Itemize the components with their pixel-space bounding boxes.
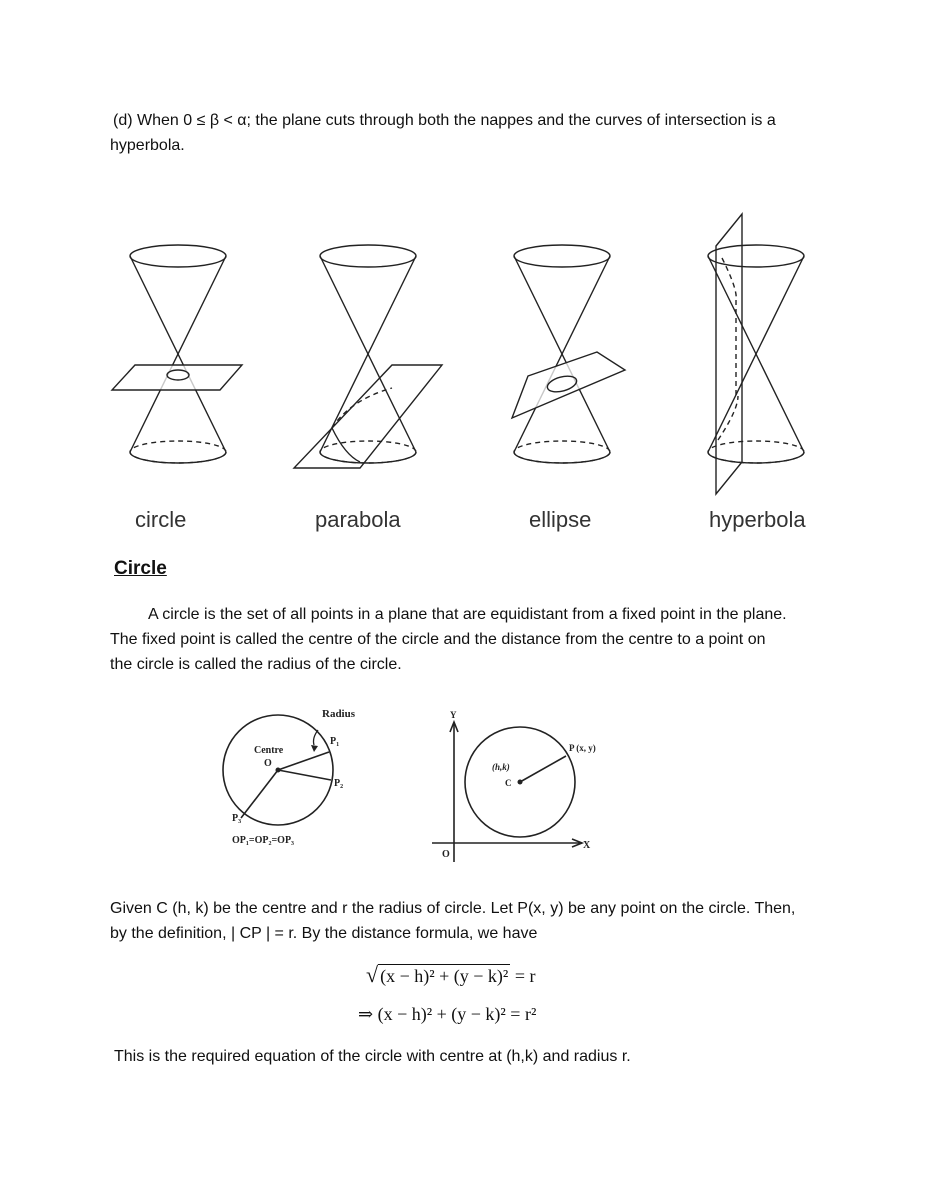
conic-label-parabola: parabola (315, 507, 401, 532)
p3-label: $P_3$ (232, 813, 242, 825)
conic-label-ellipse: ellipse (529, 507, 592, 532)
cone-ellipse (512, 245, 625, 463)
sqrt-symbol: √ (366, 962, 379, 987)
coordinate-circle-figure (432, 722, 582, 862)
circle-equation: ⇒ (x − h)² + (y − k)² = r² (358, 1004, 537, 1024)
y-axis-label: Y (450, 710, 457, 720)
hk-label: (h,k) (492, 762, 510, 772)
centre-label: Centre (254, 745, 284, 756)
cone-parabola (294, 245, 442, 468)
point-p-label: P (x, y) (569, 743, 596, 753)
given-paragraph (110, 896, 830, 946)
intro-paragraph (110, 108, 830, 158)
intro-line-1: (d) When 0 ≤ β < α; the plane cuts through both the nappes and the curves of intersection is a (113, 112, 776, 129)
circle-radius-figure (223, 715, 333, 825)
definition-line-3: the circle is called the radius of the circle. (110, 656, 402, 673)
section-title-circle: Circle (114, 558, 167, 579)
definition-line-2: The fixed point is called the centre of the circle and the distance from the centre to a point on (110, 631, 766, 648)
conic-label-hyperbola: hyperbola (709, 507, 806, 532)
given-line-2: by the definition, | CP | = r. By the distance formula, we have (110, 925, 538, 942)
sqrt-argument: (x − h)² + (y − k)² (380, 966, 509, 986)
definition-line-1: A circle is the set of all points in a plane that are equidistant from a fixed point in the plane. (148, 606, 787, 623)
intro-line-2: hyperbola. (110, 137, 185, 154)
conic-label-circle: circle (135, 507, 187, 532)
p2-label: $P_2$ (334, 778, 344, 790)
radius-equality: OP₁=OP₂=OP₃ (232, 835, 295, 846)
circle-definition (110, 602, 830, 677)
o-label-left: O (264, 758, 272, 769)
origin-label: O (442, 849, 450, 860)
p1-label: $P_1$ (330, 736, 340, 748)
distance-equation-rhs: = r (510, 966, 536, 986)
cone-hyperbola (708, 214, 804, 494)
x-axis-label: X (583, 840, 591, 851)
radius-label: Radius (322, 708, 356, 720)
conclusion-paragraph: This is the required equation of the circle with centre at (h,k) and radius r. (114, 1048, 631, 1065)
given-line-1: Given C (h, k) be the centre and r the radius of circle. Let P(x, y) be any point on the circle. Then, (110, 900, 796, 917)
cone-circle (112, 245, 242, 463)
c-label: C (505, 778, 512, 788)
distance-equation (366, 962, 535, 988)
